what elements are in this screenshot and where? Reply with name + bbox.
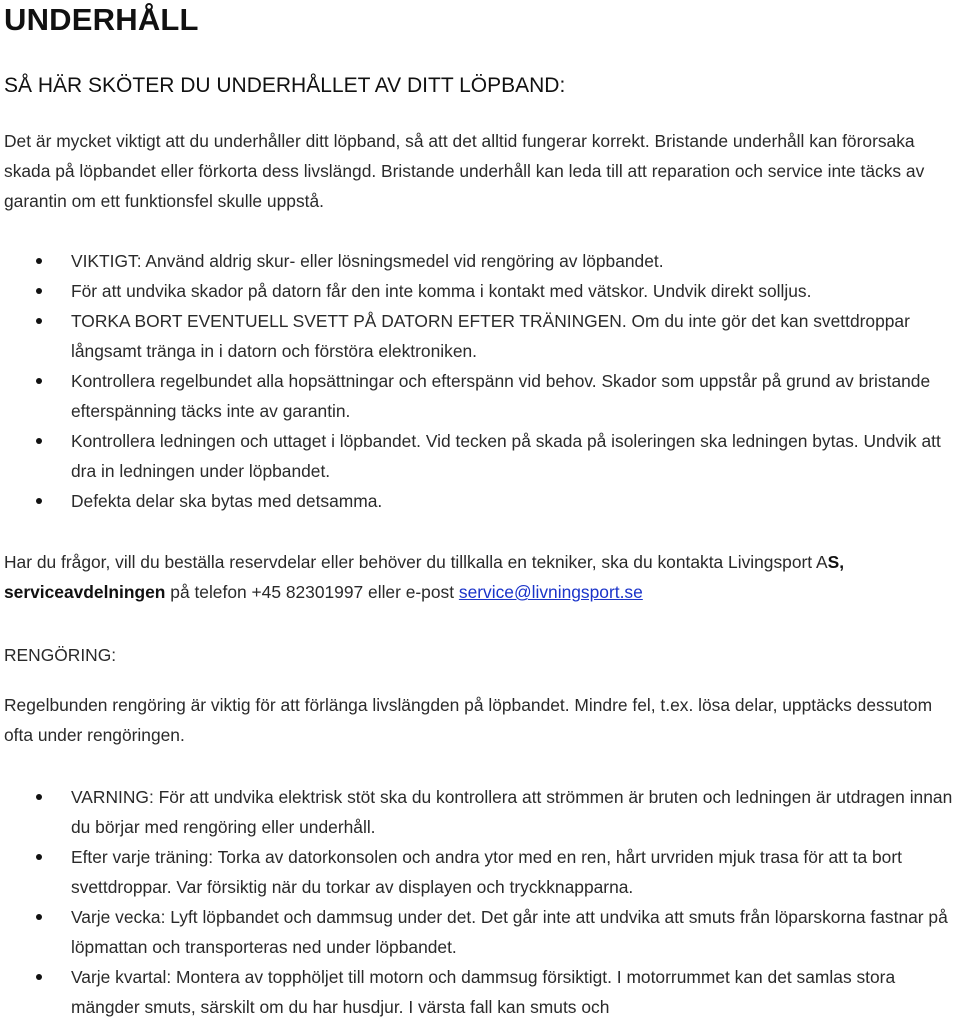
list-item: Varje vecka: Lyft löpbandet och dammsug under det. Det går inte att undvika att smuts från löparskorna fastnar på löpmattan och transporteras ned under löpbandet.	[4, 902, 960, 962]
bullet-icon	[36, 378, 42, 384]
bullet-icon	[36, 914, 42, 920]
bullet-icon	[36, 854, 42, 860]
list-item: Efter varje träning: Torka av datorkonsolen och andra ytor med en ren, hårt urvriden mjuk trasa för att ta bort svettdroppar. Var försiktig när du torkar av displayen och tryckknapparna.	[4, 842, 960, 902]
intro-text: Det är mycket viktigt att du underhåller ditt löpband, så att det alltid fungerar korrekt. Bristande underhåll kan förorsaka skada på löpbandet eller förkorta dess livslängd. Bristande underhåll kan leda till att reparation och service inte täcks av garantin om ett funktionsfel skulle uppstå.	[4, 131, 925, 211]
bullet-icon	[36, 438, 42, 444]
contact-text: Har du frågor, vill du beställa reservdelar eller behöver du tillkalla en tekniker, ska du kontakta Livingsport A	[4, 552, 828, 572]
section-heading-maintenance: SÅ HÄR SKÖTER DU UNDERHÅLLET AV DITT LÖPBAND:	[4, 74, 566, 97]
contact-company-bold: S, serviceavdelningen	[4, 552, 845, 602]
cleaning-intro-paragraph	[4, 690, 960, 750]
bullet-icon	[36, 498, 42, 504]
list-item: Defekta delar ska bytas med detsamma.	[4, 486, 960, 516]
maintenance-list	[4, 246, 960, 516]
list-item: Kontrollera regelbundet alla hopsättningar och efterspänn vid behov. Skador som uppstår på grund av bristande efterspänning täcks inte av garantin.	[4, 366, 960, 426]
intro-paragraph	[4, 126, 960, 216]
list-item: För att undvika skador på datorn får den inte komma i kontakt med vätskor. Undvik direkt solljus.	[4, 276, 960, 306]
section-heading-cleaning: RENGÖRING:	[4, 645, 117, 665]
list-item: Kontrollera ledningen och uttaget i löpbandet. Vid tecken på skada på isoleringen ska ledningen bytas. Undvik att dra in ledningen under löpbandet.	[4, 426, 960, 486]
bullet-icon	[36, 318, 42, 324]
bullet-icon	[36, 258, 42, 264]
page-title: UNDERHÅLL	[4, 2, 199, 37]
bullet-icon	[36, 288, 42, 294]
bullet-icon	[36, 794, 42, 800]
cleaning-list	[4, 782, 960, 1022]
list-item: VIKTIGT: Använd aldrig skur- eller lösningsmedel vid rengöring av löpbandet.	[4, 246, 960, 276]
cleaning-intro-text: Regelbunden rengöring är viktig för att förlänga livslängden på löpbandet. Mindre fel, t.ex. lösa delar, upptäcks dessutom ofta under rengöringen.	[4, 695, 933, 745]
bullet-icon	[36, 974, 42, 980]
list-item: VARNING: För att undvika elektrisk stöt ska du kontrollera att strömmen är bruten och ledningen är utdragen innan du börjar med rengöring eller underhåll.	[4, 782, 960, 842]
email-link[interactable]: service@livningsport.se	[458, 582, 643, 602]
list-item: TORKA BORT EVENTUELL SVETT PÅ DATORN EFTER TRÄNINGEN. Om du inte gör det kan svettdroppar långsamt tränga in i datorn och förstöra elektroniken.	[4, 306, 960, 366]
contact-phone-text: på telefon +45 82301997 eller e-post	[165, 582, 459, 602]
contact-paragraph	[4, 547, 960, 607]
list-item: Varje kvartal: Montera av topphöljet till motorn och dammsug försiktigt. I motorrummet kan det samlas stora mängder smuts, särskilt om du har husdjur. I värsta fall kan smuts och	[4, 962, 960, 1022]
